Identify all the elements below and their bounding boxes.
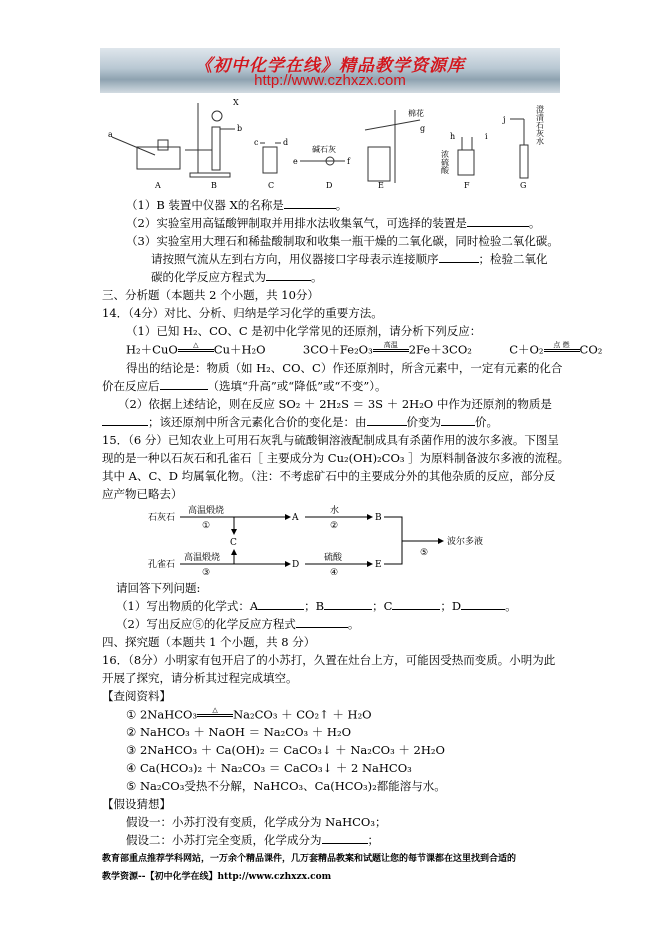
answer-blank[interactable] [102, 414, 148, 426]
flow-C: C [230, 538, 237, 548]
port-b: b [237, 124, 243, 133]
q15-part1: （1）写出物质的化学式：A ；B ；C ；D 。 [116, 599, 517, 613]
label-F: F [464, 181, 470, 190]
answer-blank[interactable] [367, 414, 407, 426]
q16-line1: 16．（8分）小明家有包开启了的小苏打，久置在灶台上方，可能因受热而变质。小明为此 [102, 653, 556, 667]
q14-part2: （2）依据上述结论，则在反应 SO₂ ＋ 2H₂S ＝ 3S ＋ 2H₂O 中作为还原剂的物质是 [118, 397, 552, 411]
flow-D: D [292, 560, 300, 570]
q15-line1: 15．（6 分）已知农业上可用石灰乳与硫酸铜溶液配制成具有杀菌作用的波尔多液。下图呈 [102, 433, 559, 447]
q16-hypothesis-heading: 【假设猜想】 [102, 797, 171, 811]
q14-part1: （1）已知 H₂、CO、C 是初中化学常见的还原剂，请分析下列反应： [126, 324, 482, 338]
q15-part2: （2）写出反应⑤的化学反应方程式 。 [116, 617, 360, 631]
answer-blank[interactable] [160, 378, 208, 390]
q15-line4: 应产物已略去） [102, 487, 183, 501]
q14-conclusion: 得出的结论是：物质（如 H₂、CO、C）作还原剂时，所含元素中，一定有元素的化合 [126, 361, 563, 375]
q16-hypothesis-1: 假设一：小苏打没有变质，化学成分为 NaHCO₃； [126, 815, 387, 829]
port-a: a [108, 130, 113, 139]
banner-url: http://www.czhxzx.com [254, 72, 406, 89]
q14-heading: 14．（4分）对比、分析、归纳是学习化学的重要方法。 [102, 306, 383, 320]
port-i: i [485, 132, 488, 141]
q16-ref-5: ⑤ Na₂CO₃受热不分解，NaHCO₃、Ca(HCO₃)₂都能溶与水。 [126, 779, 446, 793]
answer-blank[interactable] [441, 414, 475, 426]
q16-hypothesis-2: 假设二：小苏打完全变质，化学成分为 ； [126, 833, 379, 847]
answer-blank[interactable] [284, 197, 336, 209]
flow-step-1: ① [202, 521, 211, 531]
port-d: d [283, 138, 289, 147]
flow-step-2: ② [330, 521, 339, 531]
cotton-label: 棉花 [408, 109, 424, 118]
q14-part2-line2: ；该还原剂中所含元素化合价的变化是：由 价变为 价。 [102, 414, 498, 430]
label-A: A [155, 181, 161, 190]
flow-diagram [140, 500, 500, 575]
flow-step-3: ③ [202, 568, 211, 575]
answer-blank[interactable] [392, 598, 440, 610]
banner-title: 《初中化学在线》精品教学资源库 [195, 56, 465, 76]
footer-line1: 教育部重点推荐学科网站，一万余个精品课件，几万套精品教案和试题让您的每节课都在这里找到合适的 [102, 854, 517, 864]
q13-part2: （2）实验室用高锰酸钾制取并用排水法收集氧气，可选择的装置是 。 [126, 216, 541, 230]
q13-part3-line2: 请按照气流从左到右方向，用仪器接口字母表示连接顺序 ；检验二氧化 [151, 252, 548, 266]
port-j: j [503, 115, 506, 124]
flow-A: A [292, 513, 299, 523]
flow-step-4: ④ [330, 568, 339, 575]
label-G: G [520, 181, 527, 190]
apparatus-figure [100, 95, 560, 190]
q16-line2: 开展了探究，请分析其过程完成填空。 [102, 671, 298, 685]
flow-calcine-1: 高温煅烧 [188, 506, 225, 516]
answer-blank[interactable] [322, 832, 368, 844]
conc-acid-label: 浓硫酸 [440, 150, 450, 174]
q13-part3: （3）实验室用大理石和稀盐酸制取和收集一瓶干燥的二氧化碳，同时检验二氧化碳。 [126, 234, 559, 248]
flow-acid: 硫酸 [324, 553, 343, 563]
port-f: f [347, 157, 350, 166]
flow-malachite: 孔雀石 [148, 560, 176, 570]
q15-line3: 其中 A、C、D 均属氧化物。（注：不考虑矿石中的主要成分外的其他杂质的反应，部分反 [102, 469, 556, 483]
flow-product: 波尔多液 [447, 537, 484, 547]
q16-reference-heading: 【查阅资料】 [102, 689, 171, 703]
q16-ref-1: ① 2NaHCO₃ △ Na₂CO₃ ＋ CO₂↑ ＋ H₂O [126, 706, 372, 722]
answer-blank[interactable] [461, 598, 505, 610]
label-E: E [378, 181, 384, 190]
answer-blank[interactable] [439, 251, 479, 263]
section-4-heading: 四、探究题（本题共 1 个小题，共 8 分） [102, 635, 316, 649]
soda-lime-label: 碱石灰 [312, 145, 336, 154]
footer-line2: 教学资源--【初中化学在线】http://www.czhxzx.com [102, 872, 332, 882]
answer-blank[interactable] [258, 598, 304, 610]
q14-conclusion-2: 价在反应后 （选填“升高”或“降低”或“不变”）。 [102, 379, 387, 393]
answer-blank[interactable] [296, 616, 348, 628]
port-e: e [293, 157, 298, 166]
label-D: D [326, 181, 333, 190]
q15-line2: 现的是一种以石灰石和孔雀石［ 主要成分为 Cu₂(OH)₂CO₃ ］为原料制备波尔多液的流程。 [102, 451, 570, 465]
answer-blank[interactable] [467, 215, 529, 227]
flow-step-5: ⑤ [420, 548, 429, 558]
limewater-label: 澄清石灰水 [535, 105, 545, 145]
answer-blank[interactable] [324, 598, 372, 610]
q16-ref-4: ④ Ca(HCO₃)₂ ＋ Na₂CO₃ ＝ CaCO₃↓ ＋ 2 NaHCO₃ [126, 761, 412, 775]
section-3-heading: 三、分析题（本题共 2 个小题，共 10分） [102, 288, 319, 302]
flow-E: E [375, 560, 382, 570]
port-c: c [254, 138, 259, 147]
label-B: B [211, 181, 217, 190]
q14-equations: H₂＋CuO △ Cu＋H₂O 3CO＋Fe₂O₃ 高温 2Fe＋3CO₂ C＋O₂ 点 燃 CO₂ [126, 341, 603, 357]
q16-ref-3: ③ 2NaHCO₃ ＋ Ca(OH)₂ ＝ CaCO₃↓ ＋ Na₂CO₃ ＋ 2H₂O [126, 743, 445, 757]
flow-limestone: 石灰石 [148, 513, 176, 523]
port-g: g [420, 124, 426, 133]
q15-ask: 请回答下列问题: [116, 581, 201, 595]
port-X: X [233, 98, 239, 107]
label-C: C [268, 181, 275, 190]
flow-B: B [375, 513, 382, 523]
port-h: h [450, 132, 456, 141]
site-banner [100, 48, 560, 93]
q13-part1: （1）B 装置中仪器 X的名称是 。 [126, 198, 348, 212]
q16-ref-2: ② NaHCO₃ ＋ NaOH ＝ Na₂CO₃ ＋ H₂O [126, 725, 351, 739]
flow-calcine-2: 高温煅烧 [184, 553, 221, 563]
q13-part3-line3: 碳的化学反应方程式为 。 [151, 270, 323, 284]
answer-blank[interactable] [266, 269, 311, 281]
flow-water: 水 [330, 506, 340, 516]
